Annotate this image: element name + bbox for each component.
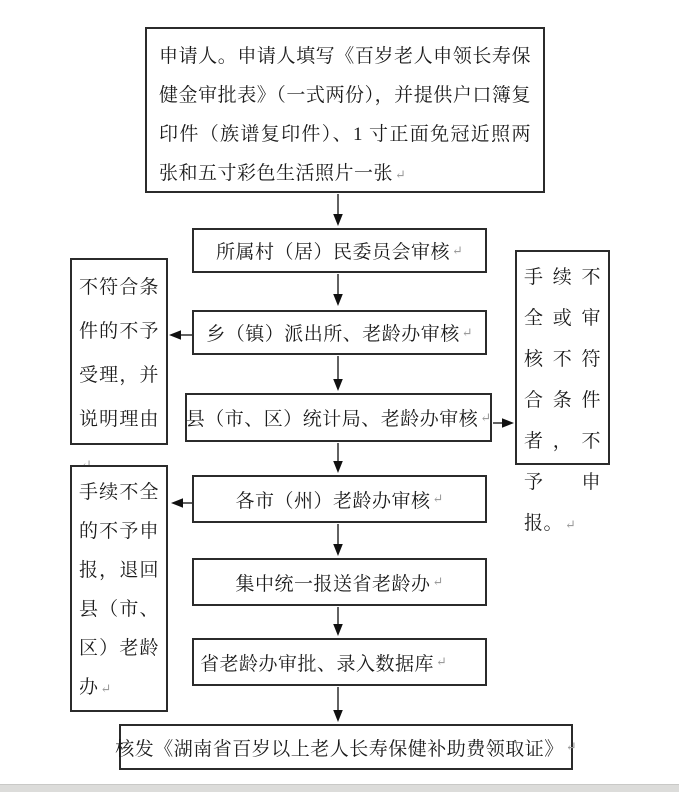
node-county-review-label: 县（市、区）统计局、老龄办审核: [185, 409, 479, 430]
arrow-county-to-reject-right-icon: [493, 418, 514, 428]
arrow-city-to-submit-icon: [333, 524, 343, 556]
paragraph-mark-icon: ↵: [100, 681, 112, 696]
node-issue-certificate-label: 核发《湖南省百岁以上老人长寿保健补助费领取证》: [115, 738, 564, 760]
node-village-review: [192, 228, 487, 273]
paragraph-mark-icon: ↵: [452, 242, 463, 258]
arrow-township-to-reject-left-icon: [169, 330, 192, 340]
arrow-applicant-to-village-icon: [333, 194, 343, 226]
paragraph-mark-icon: ↵: [461, 324, 473, 340]
page-bottom-strip: [0, 784, 679, 792]
paragraph-mark-icon: ↵: [432, 491, 444, 506]
arrow-city-to-reject-left-icon: [171, 498, 192, 508]
node-reject-not-reported-label: 手续不全或审核不符合条件者，不予申报。: [524, 267, 601, 534]
paragraph-mark-icon: ↵: [480, 409, 492, 425]
node-township-review: [192, 310, 487, 355]
node-reject-not-accepted-label: 不符合条件的不予受理，并说明理由: [79, 277, 159, 430]
node-issue-certificate: [115, 724, 577, 770]
paragraph-mark-icon: ↵: [432, 574, 444, 589]
arrow-township-to-county-icon: [333, 356, 343, 391]
node-village-review-label: 所属村（居）民委员会审核: [216, 242, 451, 263]
node-reject-not-accepted: [70, 258, 168, 445]
paragraph-mark-icon: ↵: [565, 739, 577, 754]
paragraph-mark-icon: ↵: [436, 654, 447, 669]
node-submit-province: [192, 558, 487, 606]
node-reject-return-county: [70, 465, 168, 712]
node-submit-province-label: 集中统一报送省老龄办: [235, 573, 431, 595]
node-reject-not-reported: [515, 250, 610, 534]
node-county-review: [185, 393, 492, 442]
arrow-county-to-city-icon: [333, 443, 343, 473]
node-applicant-label: 申请人。申请人填写《百岁老人申领长寿保健金审批表》（一式两份），并提供户口簿复印件（族谱复印件）、1 寸正面免冠近照两张和五寸彩色生活照片一张: [159, 46, 531, 184]
paragraph-mark-icon: ↵: [565, 517, 576, 532]
node-township-review-label: 乡（镇）派出所、老龄办审核: [206, 324, 460, 345]
node-province-approval-label: 省老龄办审批、录入数据库: [200, 653, 435, 675]
node-applicant: [145, 27, 545, 193]
paragraph-mark-icon: ↵: [395, 167, 406, 182]
node-reject-return-county-label: 手续不全的不予申报，退回县（市、区）老龄办: [79, 482, 159, 698]
node-province-approval: [192, 638, 487, 686]
node-city-review: [192, 475, 487, 523]
node-city-review-label: 各市（州）老龄办审核: [235, 490, 431, 512]
arrow-province-to-issue-icon: [333, 687, 343, 722]
arrow-village-to-township-icon: [333, 274, 343, 306]
arrow-submit-to-province-icon: [333, 607, 343, 636]
